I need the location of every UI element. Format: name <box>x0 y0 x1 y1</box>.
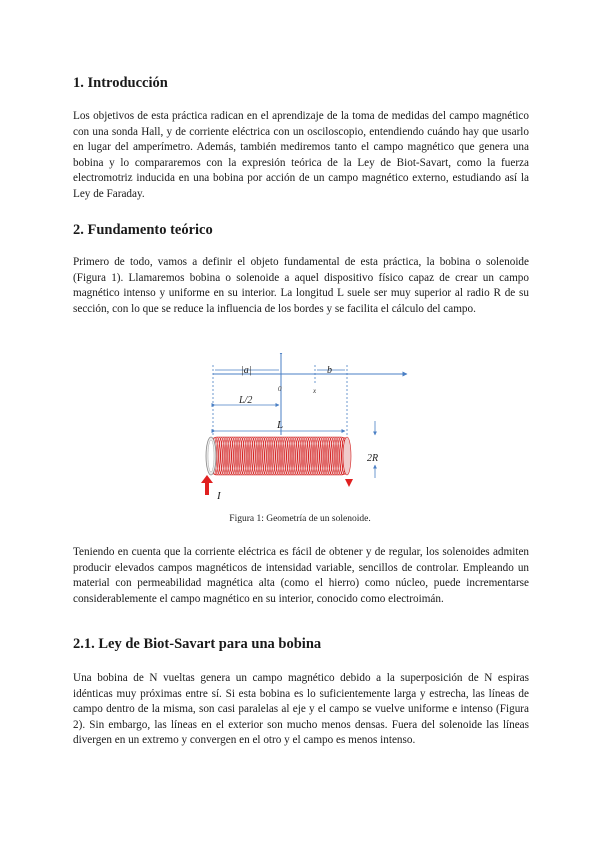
solenoid-diagram <box>195 353 415 503</box>
paragraph-biot-savart: Una bobina de N vueltas genera un campo magnético debido a la superposición de N espiras idénticas muy próximas entre sí. Si esta bobina es lo suficientemente larga y estrecha, las líneas de campo dentro de la misma, son casi paralelas al eje y el campo se vuelve uniforme e intenso (Figura 2). Sin embargo, las líneas en el exterior son mucho menos densas. Fuera del solenoide las líneas divergen en un extremo y convergen en el otro y el campo es menos intenso. <box>73 672 529 747</box>
label-length: L <box>277 419 284 431</box>
figure-caption: Figura 1: Geometría de un solenoide. <box>229 514 371 524</box>
heading-introduccion: 1. Introducción <box>73 75 168 91</box>
current-in-arrow-icon <box>201 475 213 495</box>
label-b: b <box>327 365 332 376</box>
paragraph-fundamento: Primero de todo, vamos a definir el objeto fundamental de esta práctica, la bobina o solenoide (Figura 1). Llamaremos bobina o solenoide a aquel dispositivo físico capaz de crear un campo magnético intenso y uniforme en su interior. La longitud L suele ser muy superior al radio R de su sección, con lo que se reduce la influencia de los bordes y se facilita el cálculo del campo. <box>73 256 529 315</box>
label-half-length: L/2 <box>239 395 253 406</box>
label-current: I <box>217 490 221 502</box>
solenoid-figure <box>195 353 415 503</box>
label-zero: 0 <box>278 385 282 393</box>
label-a: |a| <box>241 365 252 376</box>
label-x: x <box>313 387 317 395</box>
paragraph-solenoides: Teniendo en cuenta que la corriente eléctrica es fácil de obtener y de regular, los solenoides admiten producir elevados campos magnéticos de intensidad variable, sencillos de controlar. Empleando un material con permeabilidad magnética alta (como el hierro) como núcleo, puede incrementarse considerablemente el campo magnético en su interior, conocido como electroimán. <box>73 546 529 605</box>
heading-fundamento-teorico: 2. Fundamento teórico <box>73 222 213 238</box>
solenoid-coil <box>206 437 351 475</box>
heading-biot-savart: 2.1. Ley de Biot-Savart para una bobina <box>73 636 322 652</box>
paragraph-introduccion: Los objetivos de esta práctica radican en el aprendizaje de la toma de medidas del campo magnético con una sonda Hall, y de corriente eléctrica con un osciloscopio, entendiendo cuándo hay que usarlo en lugar del amperímetro. Además, también mediremos tanto el campo magnético que genera una bobina y lo compararemos con la expresión teórica de la Ley de Biot-Savart, como la fuerza electromotriz inducida en una bobina por acción de un campo magnético externo, estudiando así la Ley de Faraday. <box>73 110 529 200</box>
current-out-arrow-icon <box>345 479 353 487</box>
label-diameter: 2R <box>367 453 379 464</box>
